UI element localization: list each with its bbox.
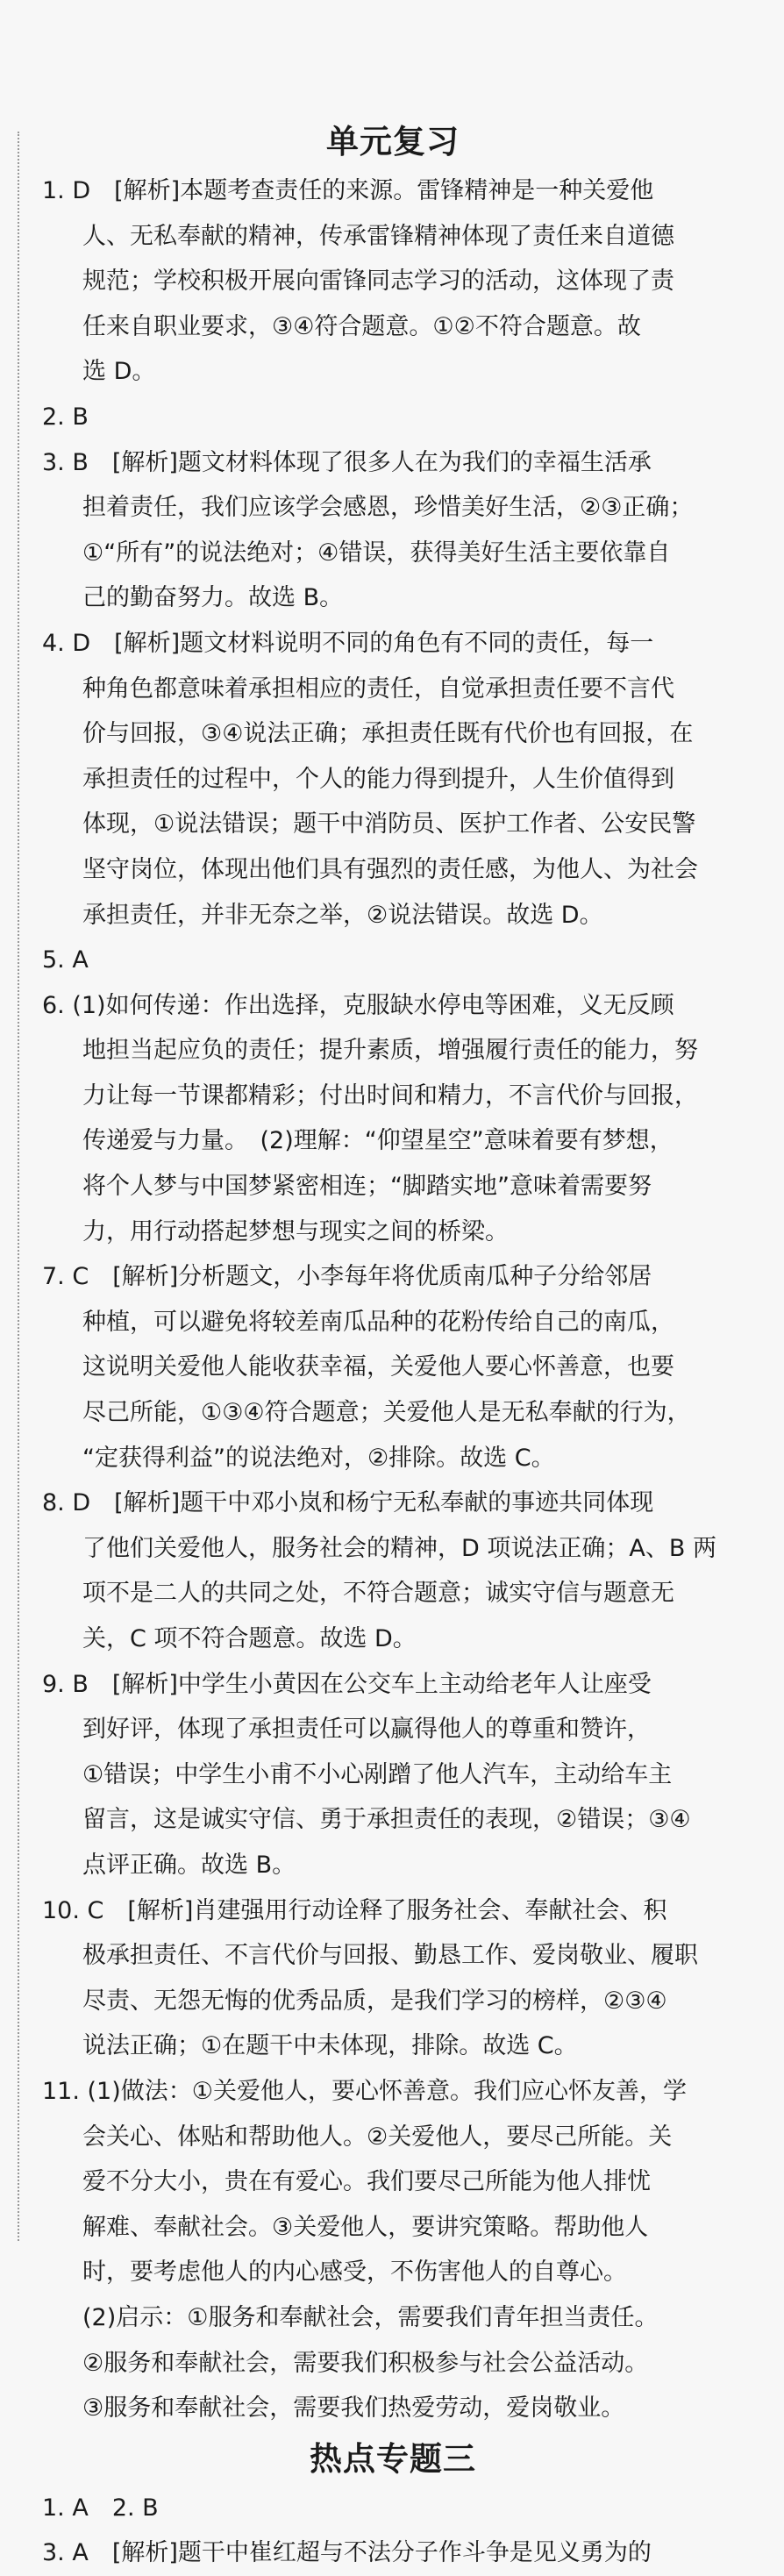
- text-line: 了他们关爱他人，服务社会的精神，D 项说法正确；A、B 两: [82, 1534, 716, 1562]
- answer-item-1: [42, 168, 744, 395]
- section-unit-review: [42, 119, 744, 2431]
- answer-item-11: [42, 2069, 744, 2431]
- text-line: 极承担责任、不言代价与回报、勤恳工作、爱岗敬业、履职: [82, 1942, 698, 1970]
- text-line: (2)启示：①服务和奉献社会，需要我们青年担当责任。: [82, 2303, 659, 2331]
- answer-item-4: [42, 621, 744, 938]
- answer-page: [42, 114, 744, 2576]
- text-line: 10. C [解析]肖建强用行动诠释了服务社会、奉献社会、积: [42, 1896, 667, 1924]
- text-line: 会关心、体贴和帮助他人。②关爱他人，要尽己所能。关: [82, 2123, 673, 2151]
- text-line: ③服务和奉献社会，需要我们热爱劳动，爱岗敬业。: [82, 2394, 625, 2423]
- answer-item-2: [42, 395, 744, 440]
- text-line: 2. B: [42, 403, 89, 431]
- text-line: 种角色都意味着承担相应的责任，自觉承担责任要不言代: [82, 674, 674, 703]
- text-line: 尽己所能，①③④符合题意；关爱他人是无私奉献的行为，: [82, 1399, 691, 1427]
- margin-dotted-rule: [18, 132, 19, 2241]
- text-line: 人、无私奉献的精神，传承雷锋精神体现了责任来自道德: [82, 222, 674, 250]
- text-line: 承担责任，并非无奈之举，②说法错误。故选 D。: [82, 901, 603, 929]
- text-line: ②服务和奉献社会，需要我们积极参与社会公益活动。: [82, 2349, 649, 2377]
- text-line: 尽责、无怨无悔的优秀品质，是我们学习的榜样，②③④: [82, 1987, 667, 2015]
- section-title: 单元复习: [326, 123, 460, 161]
- text-line: 说法正确；①在题干中未体现，排除。故选 C。: [82, 2032, 578, 2060]
- answer-item-9: [42, 1662, 744, 1888]
- answer-item-3: [42, 440, 744, 621]
- text-line: 力让每一节课都精彩；付出时间和精力，不言代价与回报，: [82, 1081, 698, 1110]
- text-line: 8. D [解析]题干中邓小岚和杨宁无私奉献的事迹共同体现: [42, 1489, 654, 1517]
- text-line: 项不是二人的共同之处，不符合题意；诚实守信与题意无: [82, 1580, 674, 1608]
- text-line: 力，用行动搭起梦想与现实之间的桥梁。: [82, 1217, 509, 1245]
- text-line: 己的勤奋努力。故选 B。: [82, 584, 344, 612]
- text-line: ①错误；中学生小甫不小心剐蹭了他人汽车，主动给车主: [82, 1760, 673, 1788]
- text-line: 关，C 项不符合题意。故选 D。: [82, 1625, 417, 1652]
- text-line: 6. (1)如何传递：作出选择，克服缺水停电等困难，义无反顾: [42, 991, 674, 1019]
- text-line: 规范；学校积极开展向雷锋同志学习的活动，这体现了责: [82, 268, 674, 296]
- answer-item-1-2: [42, 2486, 744, 2531]
- text-line: 承担责任的过程中，个人的能力得到提升，人生价值得到: [82, 765, 674, 793]
- text-line: 担着责任，我们应该学会感恩，珍惜美好生活，②③正确；: [82, 494, 694, 522]
- answer-item-8: [42, 1481, 744, 1661]
- answer-item-6: [42, 983, 744, 1255]
- text-line: 时，要考虑他人的内心感受，不伤害他人的自尊心。: [82, 2258, 627, 2287]
- text-line: ①“所有”的说法绝对；④错误，获得美好生活主要依靠自: [82, 539, 671, 567]
- text-line: 传递爱与力量。 (2)理解：“仰望星空”意味着要有梦想，: [82, 1127, 674, 1155]
- text-line: 点评正确。故选 B。: [82, 1851, 296, 1879]
- text-line: 将个人梦与中国梦紧密相连；“脚踏实地”意味着需要努: [82, 1173, 652, 1201]
- section-hot-topic-three: [42, 2437, 744, 2576]
- text-line: 1. A 2. B: [42, 2494, 159, 2522]
- answer-item-10: [42, 1888, 744, 2069]
- answer-item-7: [42, 1254, 744, 1481]
- text-line: 任来自职业要求，③④符合题意。①②不符合题意。故: [82, 312, 641, 340]
- text-line: 3. B [解析]题文材料体现了很多人在为我们的幸福生活承: [42, 448, 652, 476]
- text-line: 体现，①说法错误；题干中消防员、医护工作者、公安民警: [82, 810, 696, 838]
- text-line: 爱不分大小，贵在有爱心。我们要尽己所能为他人排忧: [82, 2168, 651, 2196]
- text-line: 地担当起应负的责任；提升素质，增强履行责任的能力，努: [82, 1037, 698, 1065]
- text-line: 坚守岗位，体现出他们具有强烈的责任感，为他人、为社会: [82, 855, 698, 883]
- text-line: 价与回报，③④说法正确；承担责任既有代价也有回报，在: [82, 720, 694, 748]
- text-line: 9. B [解析]中学生小黄因在公交车上主动给老年人让座受: [42, 1670, 652, 1698]
- text-line: 选 D。: [82, 358, 156, 386]
- text-line: 解难、奉献社会。③关爱他人，要讲究策略。帮助他人: [82, 2213, 649, 2241]
- text-line: “定获得利益”的说法绝对，②排除。故选 C。: [82, 1444, 555, 1472]
- text-line: 到好评，体现了承担责任可以赢得他人的尊重和赞许，: [82, 1716, 651, 1744]
- text-line: 种植，可以避免将较差南瓜品种的花粉传给自己的南瓜，: [82, 1308, 674, 1336]
- text-line: 7. C [解析]分析题文，小李每年将优质南瓜种子分给邻居: [42, 1263, 652, 1291]
- text-line: 5. A: [42, 946, 89, 974]
- answer-item-3: [42, 2530, 744, 2576]
- text-line: 3. A [解析]题干中崔红超与不法分子作斗争是见义勇为的: [42, 2539, 652, 2567]
- text-line: 留言，这是诚实守信、勇于承担责任的表现，②错误；③④: [82, 1806, 691, 1834]
- text-line: 1. D [解析]本题考查责任的来源。雷锋精神是一种关爱他: [42, 177, 654, 204]
- section-title: 热点专题三: [310, 2439, 476, 2478]
- text-line: 11. (1)做法：①关爱他人，要心怀善意。我们应心怀友善，学: [42, 2077, 687, 2105]
- text-line: 4. D [解析]题文材料说明不同的角色有不同的责任，每一: [42, 629, 654, 657]
- answer-item-5: [42, 938, 744, 983]
- text-line: 这说明关爱他人能收获幸福，关爱他人要心怀善意，也要: [82, 1353, 674, 1381]
